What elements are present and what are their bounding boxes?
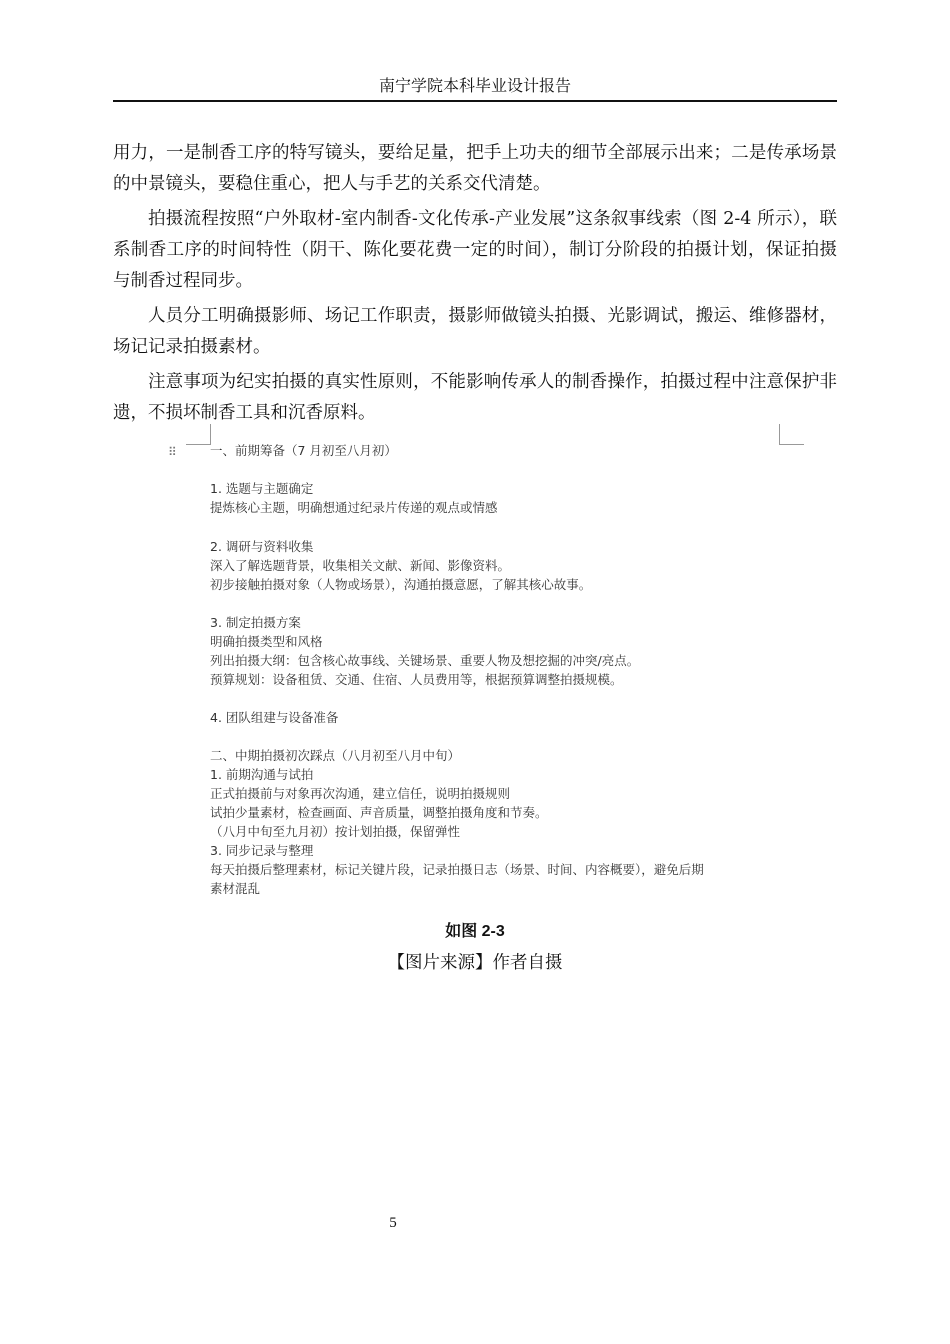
figure-image bbox=[168, 424, 804, 900]
paragraph: 用力，一是制香工序的特写镜头，要给足量，把手上功夫的细节全部展示出来；二是传承场景的中景镜头，要稳住重心，把人与手艺的关系交代清楚。 bbox=[113, 143, 837, 194]
paragraph: 拍摄流程按照“户外取材-室内制香-文化传承-产业发展”这条叙事线索（图 2-4 所示），联系制香工序的时间特性（阴干、陈化要花费一定的时间），制订分阶段的拍摄计划，保证拍摄与制香过程同步。 bbox=[113, 209, 837, 291]
figure-line: （八月中旬至九月初）按计划拍摄，保留弹性 bbox=[210, 824, 461, 839]
figure-line: 二、中期拍摄初次踩点（八月初至八月中旬） bbox=[210, 748, 461, 763]
body-text bbox=[113, 138, 837, 433]
figure-line: 试拍少量素材，检查画面、声音质量，调整拍摄角度和节奏。 bbox=[210, 805, 548, 820]
figure-line: 列出拍摄大纲：包含核心故事线、关键场景、重要人物及想挖掘的冲突/亮点。 bbox=[210, 653, 640, 668]
figure-line: 正式拍摄前与对象再次沟通，建立信任，说明拍摄规则 bbox=[210, 786, 511, 801]
figure-line: 1. 选题与主题确定 bbox=[210, 481, 314, 496]
page-header: 南宁学院本科毕业设计报告 bbox=[378, 76, 571, 95]
figure-line: 3. 同步记录与整理 bbox=[210, 843, 314, 858]
figure-line: 3. 制定拍摄方案 bbox=[210, 615, 301, 630]
paragraph: 人员分工明确摄影师、场记工作职责，摄影师做镜头拍摄、光影调试，搬运、维修器材，场记记录拍摄素材。 bbox=[113, 306, 837, 357]
crop-corner-mark bbox=[186, 424, 211, 445]
header-rule bbox=[113, 100, 837, 102]
figure-caption: 如图 2-3 bbox=[445, 923, 505, 940]
drag-handle-icon: ⠿ bbox=[168, 445, 177, 459]
figure-line: 预算规划：设备租赁、交通、住宿、人员费用等，根据预算调整拍摄规模。 bbox=[210, 672, 623, 687]
figure-line: 素材混乱 bbox=[210, 881, 261, 896]
figure-line: 4. 团队组建与设备准备 bbox=[210, 710, 339, 725]
figure-source: 【图片来源】作者自摄 bbox=[387, 953, 563, 973]
figure-line: 1. 前期沟通与试拍 bbox=[210, 767, 314, 782]
figure-line: 初步接触拍摄对象（人物或场景），沟通拍摄意愿，了解其核心故事。 bbox=[210, 577, 592, 592]
page-number: 5 bbox=[389, 1215, 397, 1231]
figure-line: 提炼核心主题，明确想通过纪录片传递的观点或情感 bbox=[210, 500, 498, 515]
figure-line: 每天拍摄后整理素材，标记关键片段，记录拍摄日志（场景、时间、内容概要），避免后期 bbox=[210, 862, 704, 877]
crop-corner-mark bbox=[779, 424, 804, 445]
figure-line: 深入了解选题背景，收集相关文献、新闻、影像资料。 bbox=[210, 558, 511, 573]
figure-line: 一、前期筹备（7 月初至八月初） bbox=[210, 443, 397, 458]
figure-line: 明确拍摄类型和风格 bbox=[210, 634, 323, 649]
paragraph: 注意事项为纪实拍摄的真实性原则，不能影响传承人的制香操作，拍摄过程中注意保护非遗，不损坏制香工具和沉香原料。 bbox=[113, 372, 837, 423]
figure-line: 2. 调研与资料收集 bbox=[210, 539, 314, 554]
